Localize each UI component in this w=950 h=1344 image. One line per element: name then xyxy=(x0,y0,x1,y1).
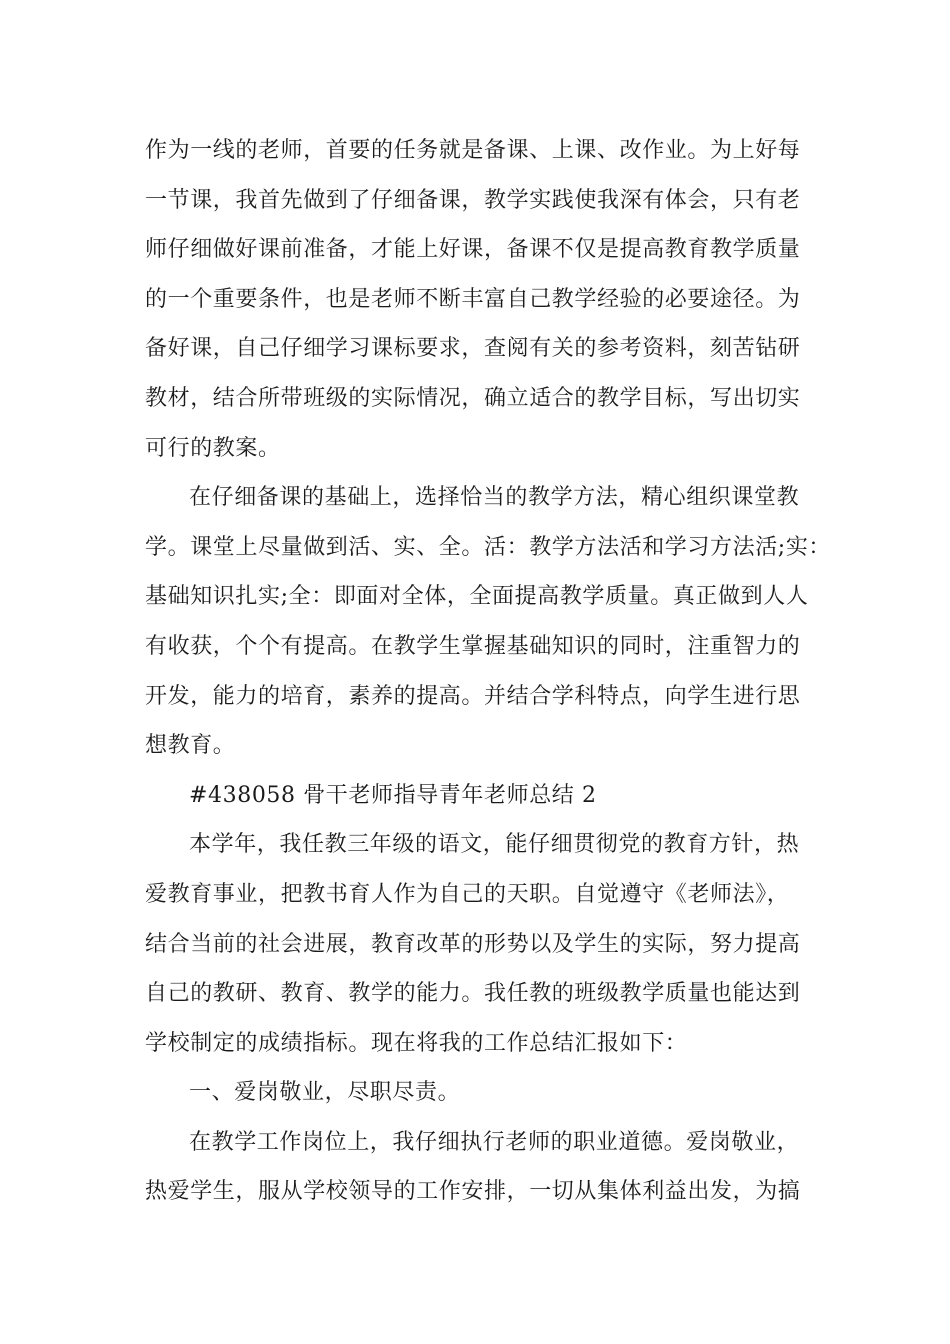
text-line: 教材，结合所带班级的实际情况，确立适合的教学目标，写出切实 xyxy=(145,385,801,411)
text-line: 作为一线的老师，首要的任务就是备课、上课、改作业。为上好每 xyxy=(145,138,801,163)
text-line: 有收获，个个有提高。在教学生掌握基础知识的同时，注重智力的 xyxy=(145,633,801,659)
text-line: 学校制定的成绩指标。现在将我的工作总结汇报如下： xyxy=(145,1030,688,1056)
text-line: 结合当前的社会进展，教育改革的形势以及学生的实际，努力提高 xyxy=(145,931,801,957)
subheading-dedication xyxy=(145,1068,817,1118)
text-line: 想教育。 xyxy=(145,733,236,759)
text-line: 基础知识扎实;全：即面对全体，全面提高教学质量。真正做到人人 xyxy=(145,584,809,610)
text-line: 爱教育事业，把教书育人作为自己的天职。自觉遵守《老师法》， xyxy=(145,881,790,907)
text-line: 自己的教研、教育、教学的能力。我任教的班级教学质量也能达到 xyxy=(145,981,801,1007)
text-line: 在仔细备课的基础上，选择恰当的教学方法，精心组织课堂教 xyxy=(189,485,800,511)
text-line: 学。课堂上尽量做到活、实、全。活：教学方法活和学习方法活;实： xyxy=(145,534,832,560)
paragraph-intro xyxy=(145,820,817,1068)
text-line: 一、爱岗敬业，尽职尽责。 xyxy=(189,1080,461,1106)
text-line: 的一个重要条件，也是老师不断丰富自己教学经验的必要途径。为 xyxy=(145,286,801,312)
text-line: #438058 骨干老师指导青年老师总结 2 xyxy=(189,782,597,808)
document-body xyxy=(145,126,832,1217)
paragraph-professional-ethics xyxy=(145,1118,817,1217)
text-line: 备好课，自己仔细学习课标要求，查阅有关的参考资料，刻苦钻研 xyxy=(145,336,801,362)
text-line: 一节课，我首先做到了仔细备课，教学实践使我深有体会，只有老 xyxy=(145,187,801,213)
text-line: 可行的教案。 xyxy=(145,435,281,461)
paragraph-lesson-prep xyxy=(145,126,817,473)
text-line: 开发，能力的培育，素养的提高。并结合学科特点，向学生进行思 xyxy=(145,683,801,709)
section-heading xyxy=(145,771,817,821)
text-line: 师仔细做好课前准备，才能上好课，备课不仅是提高教育教学质量 xyxy=(145,237,801,263)
text-line: 热爱学生，服从学校领导的工作安排，一切从集体利益出发，为搞 xyxy=(145,1179,801,1205)
text-line: 本学年，我任教三年级的语文，能仔细贯彻党的教育方针，热 xyxy=(189,832,800,858)
paragraph-teaching-method xyxy=(145,473,832,771)
text-line: 在教学工作岗位上，我仔细执行老师的职业道德。爱岗敬业， xyxy=(189,1129,800,1155)
